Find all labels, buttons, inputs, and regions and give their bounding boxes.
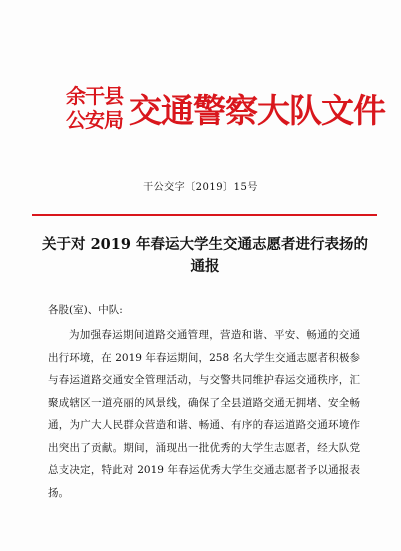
org-name-county: 余干县 [66, 84, 123, 108]
issuing-organizations [66, 84, 123, 132]
body-paragraph: 为加强春运期间道路交通管理，营造和谐、平安、畅通的交通出行环境，在 2019 年春运期间，258 名大学生交通志愿者积极参与春运道路交通安全管理活动，与交警共同维护春运交通秩序，汇聚成辖区一道亮丽的风景线，确保了全县道路交通无拥堵、安全畅通，为广大人民群众营造和谐、畅通、有序的春运道路交通环境作出突出了贡献。期间，涌现出一批优秀的大学生志愿者，经大队党总支决定，特此对 2019 年春运优秀大学生交通志愿者予以通报表扬。 [48, 329, 360, 499]
document-label: 交通警察大队文件 [129, 90, 385, 130]
document-header [66, 84, 385, 132]
header-divider [32, 214, 377, 216]
org-name-bureau: 公安局 [66, 108, 123, 132]
document-title: 关于对 2019 年春运大学生交通志愿者进行表扬的通报 [42, 236, 368, 275]
salutation: 各股(室)、中队: [48, 304, 123, 316]
document-number: 干公交字〔2019〕15号 [143, 182, 258, 193]
